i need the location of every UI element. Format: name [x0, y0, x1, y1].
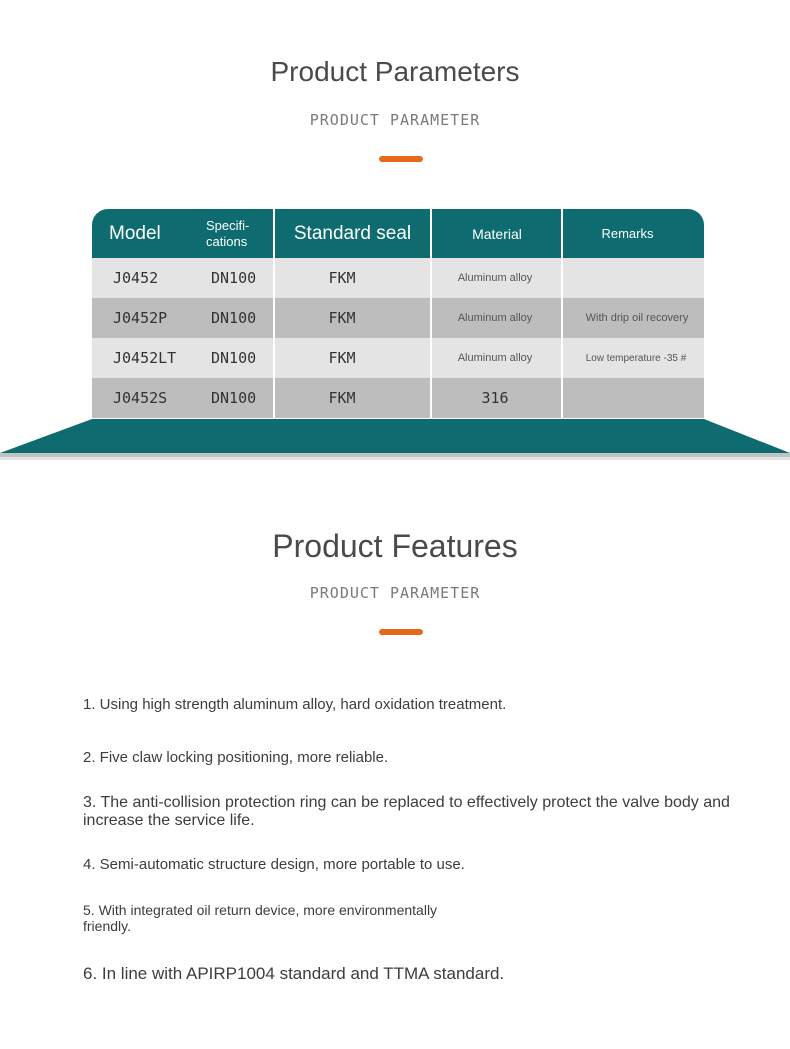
- cell-remarks: Low temperature -35 #: [585, 352, 687, 364]
- cell-remarks: With drip oil recovery: [585, 312, 689, 324]
- table-header: [92, 209, 704, 258]
- cell-remarks: [563, 258, 707, 298]
- cell-seal: FKM: [328, 269, 356, 287]
- cell-spec: DN100: [211, 269, 257, 287]
- header-model: Model: [109, 222, 161, 244]
- header-specifications: [206, 209, 249, 258]
- features-title: Product Features: [272, 528, 518, 564]
- header-spec-line2: cations: [206, 233, 248, 249]
- header-standard-seal: Standard seal: [293, 222, 412, 244]
- table-row: [92, 338, 704, 378]
- feature-item: 5. With integrated oil return device, more environmentally friendly.: [83, 902, 438, 935]
- cell-spec: DN100: [211, 389, 257, 407]
- parameters-subtitle: PRODUCT PARAMETER: [309, 111, 481, 129]
- cell-seal: FKM: [328, 309, 356, 327]
- header-material: Material: [472, 225, 522, 242]
- cell-model: J0452LT: [113, 349, 177, 367]
- cell-material: Aluminum alloy: [457, 312, 533, 324]
- table-platform: [0, 419, 790, 465]
- cell-seal: FKM: [328, 349, 356, 367]
- cell-seal: FKM: [328, 389, 356, 407]
- cell-model: J0452: [113, 269, 159, 287]
- column-divider: [561, 209, 563, 418]
- cell-model: J0452P: [113, 309, 168, 327]
- cell-model: J0452S: [113, 389, 168, 407]
- parameters-title: Product Parameters: [270, 56, 520, 87]
- column-divider: [273, 209, 275, 418]
- cell-material: 316: [481, 389, 509, 407]
- cell-material: Aluminum alloy: [457, 352, 533, 364]
- header-spec-line1: Specifi-: [206, 217, 250, 233]
- feature-item: 1. Using high strength aluminum alloy, hard oxidation treatment.: [83, 696, 507, 713]
- features-subtitle: PRODUCT PARAMETER: [309, 584, 481, 602]
- cell-material: Aluminum alloy: [457, 272, 533, 284]
- table-row: [92, 378, 704, 418]
- header-remarks: Remarks: [601, 226, 654, 241]
- parameters-accent-bar: [379, 156, 423, 162]
- cell-spec: DN100: [211, 349, 257, 367]
- table-row: [92, 258, 704, 298]
- feature-item: 2. Five claw locking positioning, more reliable.: [83, 749, 389, 766]
- cell-spec: DN100: [211, 309, 257, 327]
- column-divider: [430, 209, 432, 418]
- feature-item: 6. In line with APIRP1004 standard and TTMA standard.: [83, 964, 505, 983]
- feature-item: 3. The anti-collision protection ring can be replaced to effectively protect the valve body and increase the service life.: [83, 794, 730, 830]
- feature-item: 4. Semi-automatic structure design, more portable to use.: [83, 856, 465, 873]
- features-accent-bar: [379, 629, 423, 635]
- table-row: [92, 298, 704, 338]
- cell-remarks: [563, 378, 707, 418]
